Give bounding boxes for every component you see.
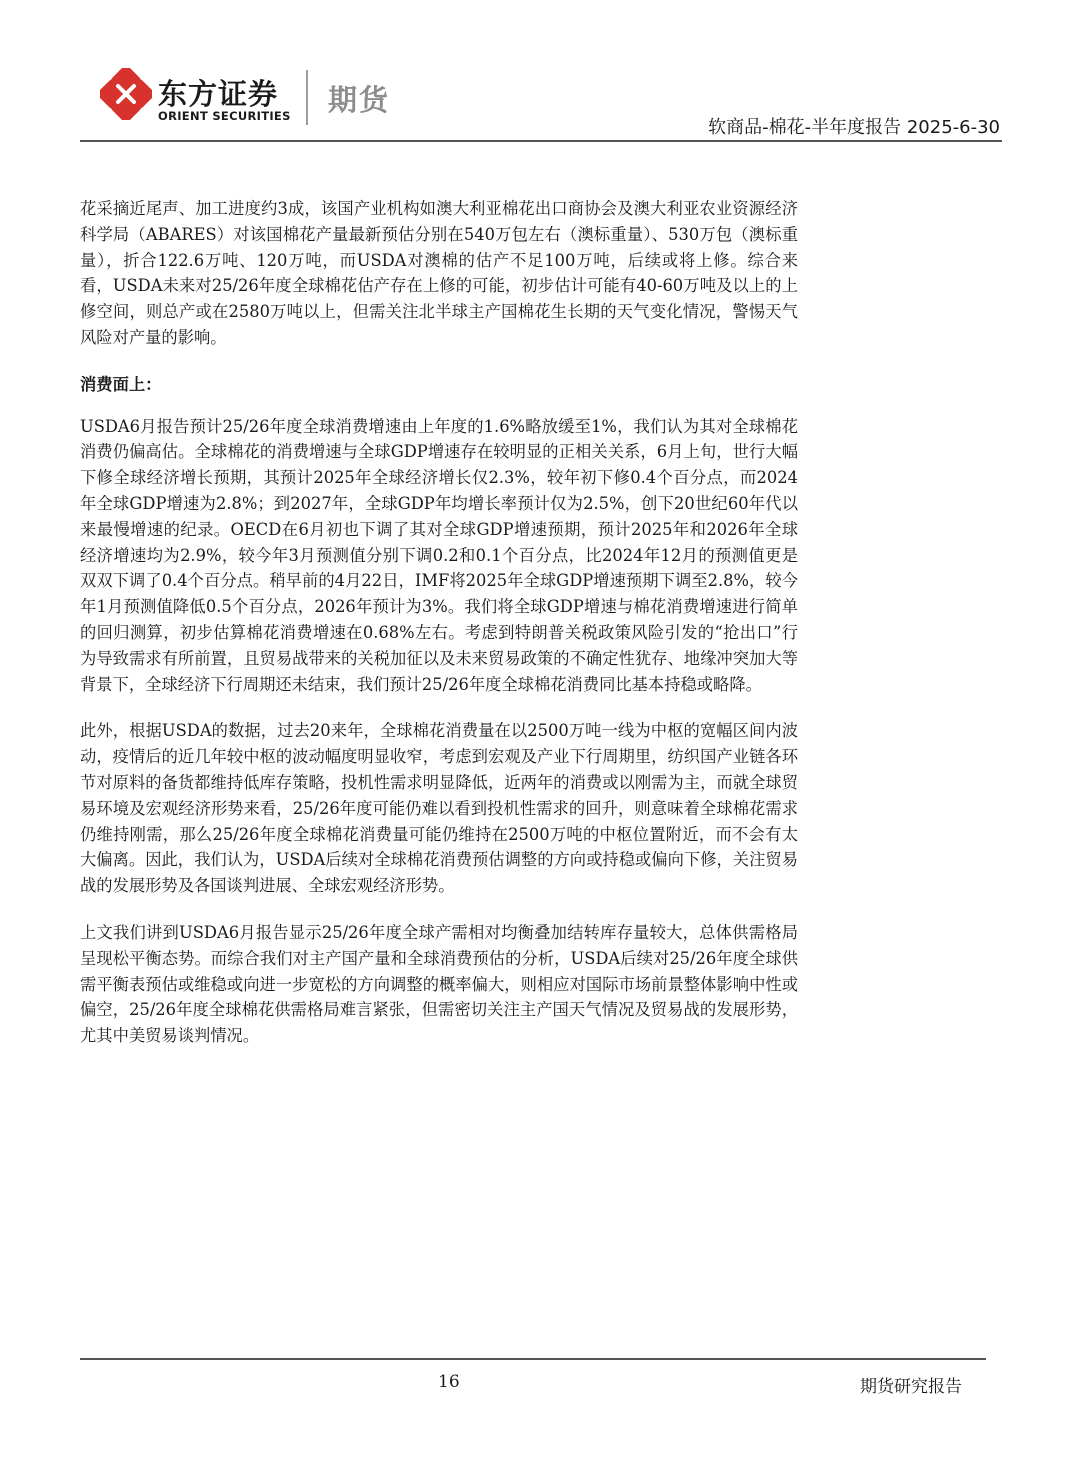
footer-label: 期货研究报告 (860, 1377, 962, 1397)
report-body (80, 196, 798, 1070)
report-title: 软商品-棉花-半年度报告 2025-6-30 (708, 117, 1000, 138)
footer-divider (80, 1358, 986, 1360)
division-label: 期货 (328, 83, 391, 117)
logo-chinese-name: 东方证券 (158, 77, 279, 111)
paragraph-consumption-growth: USDA6月报告预计25/26年度全球消费增速由上年度的1.6%略放缓至1%，我们认为其对全球棉花消费仍偏高估。全球棉花的消费增速与全球GDP增速存在较明显的正相关关系，6月上旬，世行大幅下修全球经济增长预期，其预计2025年全球经济增长仅2.3%，较年初下修0.4个百分点，而2024年全球GDP增速为2.8%；到2027年，全球GDP年均增长率预计仅为2.5%，创下20世纪60年代以来最慢增速的纪录。OECD在6月初也下调了其对全球GDP增速预期，预计2025年和2026年全球经济增速均为2.9%，较今年3月预测值分别下调0.2和0.1个百分点，比2024年12月的预测值更是双双下调了0.4个百分点。稍早前的4月22日，IMF将2025年全球GDP增速预期下调至2.8%，较今年1月预测值降低0.5个百分点，2026年预计为3%。我们将全球GDP增速与棉花消费增速进行简单的回归测算，初步估算棉花消费增速在0.68%左右。考虑到特朗普关税政策风险引发的“抢出口”行为导致需求有所前置，且贸易战带来的关税加征以及未来贸易政策的不确定性犹存、地缘冲突加大等背景下，全球经济下行周期还未结束，我们预计25/26年度全球棉花消费同比基本持稳或略降。 (80, 416, 798, 694)
orient-securities-logo-icon (100, 68, 152, 120)
paragraph-balance-outlook: 上文我们讲到USDA6月报告显示25/26年度全球产需相对均衡叠加结转库存量较大，总体供需格局呈现松平衡态势。而综合我们对主产国产量和全球消费预估的分析，USDA后续对25/26年度全球供需平衡表预估或维稳或向进一步宽松的方向调整的概率偏大，则相应对国际市场前景整体影响中性或偏空，25/26年度全球棉花供需格局难言紧张，但需密切关注主产国天气情况及贸易战的发展形势，尤其中美贸易谈判情况。 (80, 922, 798, 1046)
logo-english-name: ORIENT SECURITIES (158, 109, 291, 123)
paragraph-production-summary: 花采摘近尾声、加工进度约3成，该国产业机构如澳大利亚棉花出口商协会及澳大利亚农业资源经济科学局（ABARES）对该国棉花产量最新预估分别在540万包左右（澳标重量）、530万包（澳标重量），折合122.6万吨、120万吨，而USDA对澳棉的估产不足100万吨，后续或将上修。综合来看，USDA未来对25/26年度全球棉花估产存在上修的可能，初步估计可能有40-60万吨及以上的上修空间，则总产或在2580万吨以上，但需关注北半球主产国棉花生长期的天气变化情况，警惕天气风险对产量的影响。 (80, 199, 798, 347)
paragraph-consumption-volume: 此外，根据USDA的数据，过去20来年，全球棉花消费量在以2500万吨一线为中枢的宽幅区间内波动，疫情后的近几年较中枢的波动幅度明显收窄，考虑到宏观及产业下行周期里，纺织国产业链各环节对原料的备货都维持低库存策略，投机性需求明显降低，近两年的消费或以刚需为主，而就全球贸易环境及宏观经济形势来看，25/26年度可能仍难以看到投机性需求的回升，则意味着全球棉花需求仍维持刚需，那么25/26年度全球棉花消费量可能仍维持在2500万吨的中枢位置附近，而不会有太大偏离。因此，我们认为，USDA后续对全球棉花消费预估调整的方向或持稳或偏向下修，关注贸易战的发展形势及各国谈判进展、全球宏观经济形势。 (80, 721, 798, 896)
company-logo (100, 68, 300, 128)
logo-divider (306, 70, 308, 125)
section-heading-consumption: 消费面上： (80, 374, 162, 394)
header-divider (80, 140, 1002, 142)
page-number: 16 (438, 1372, 460, 1392)
